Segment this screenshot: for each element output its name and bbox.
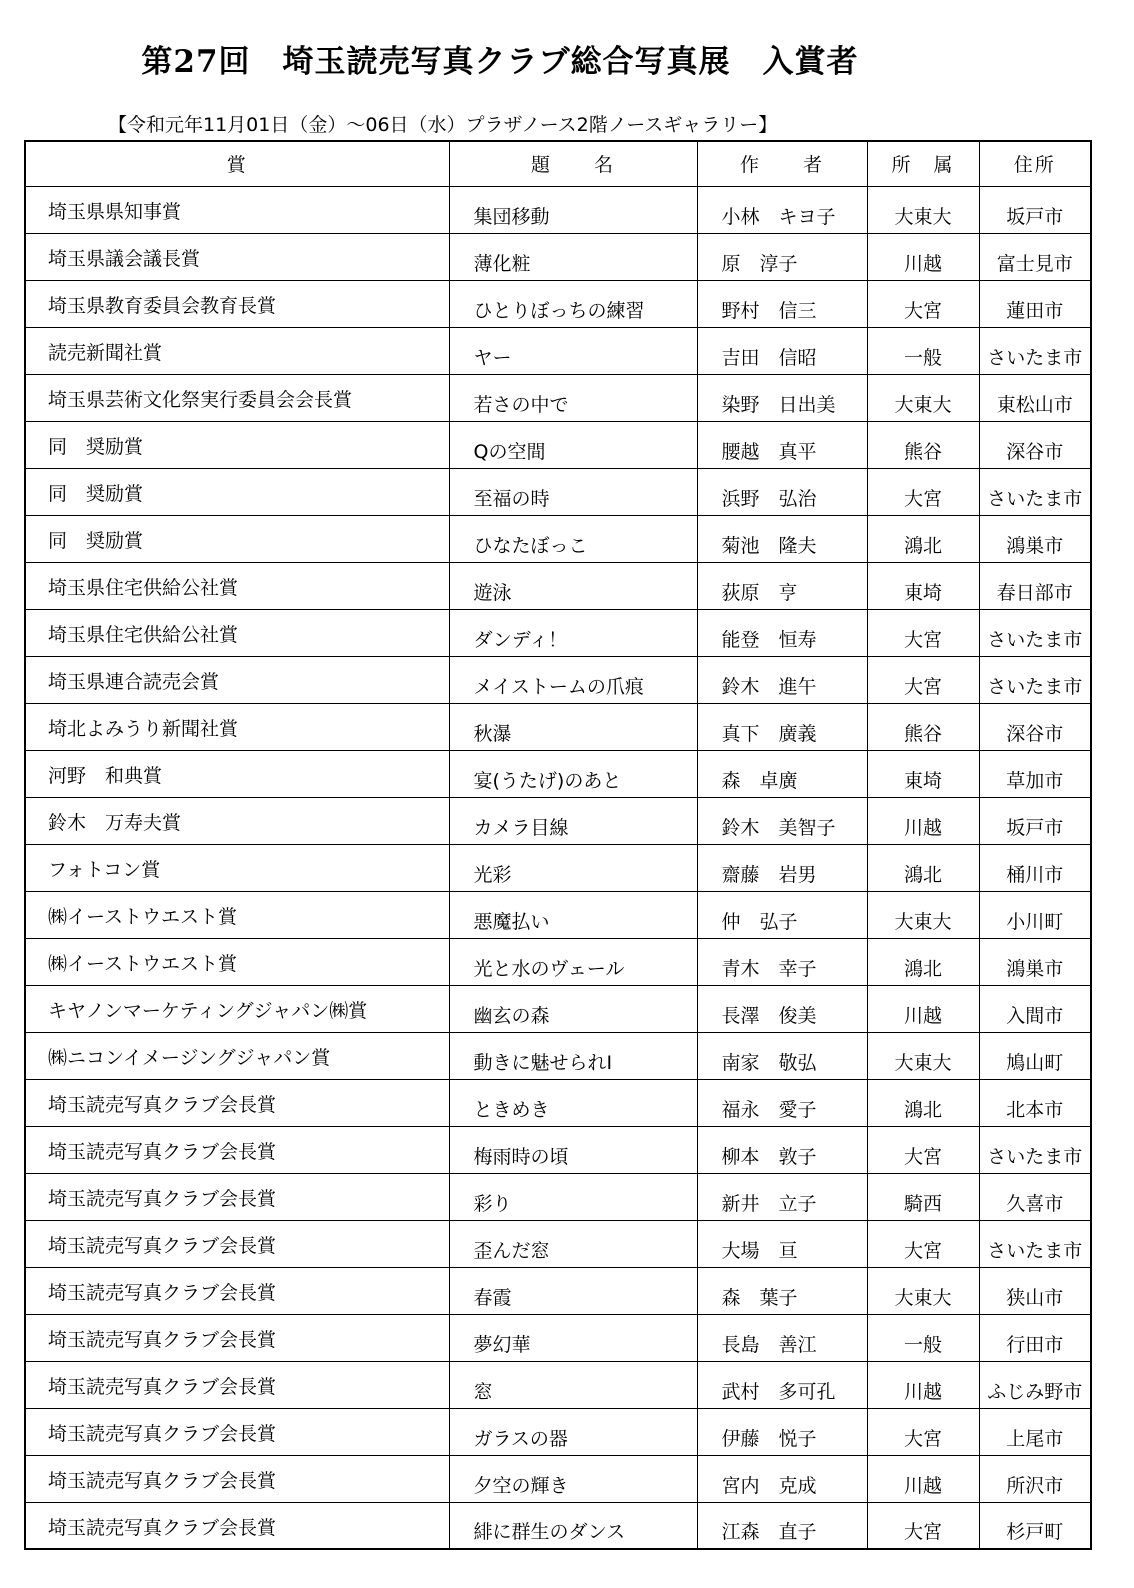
club-name: 一般 (867, 327, 979, 374)
city-name: 北本市 (979, 1079, 1091, 1126)
city-name: 坂戸市 (979, 797, 1091, 844)
table-row (25, 844, 1091, 891)
award-name: 埼玉県連合読売会賞 (25, 656, 449, 703)
author-name: 齋藤 岩男 (697, 844, 867, 891)
club-name: 熊谷 (867, 703, 979, 750)
city-name: 上尾市 (979, 1408, 1091, 1455)
award-name: 河野 和典賞 (25, 750, 449, 797)
work-title: 彩り (449, 1173, 697, 1220)
table-row (25, 421, 1091, 468)
club-name: 大東大 (867, 186, 979, 233)
club-name: 鴻北 (867, 938, 979, 985)
table-row (25, 1502, 1091, 1549)
work-title: 薄化粧 (449, 233, 697, 280)
work-title: 梅雨時の頃 (449, 1126, 697, 1173)
city-name: 入間市 (979, 985, 1091, 1032)
column-header-title: 題 名 (449, 141, 697, 186)
author-name: 原 淳子 (697, 233, 867, 280)
work-title: 光と水のヴェール (449, 938, 697, 985)
club-name: 鴻北 (867, 844, 979, 891)
work-title: ひとりぼっちの練習 (449, 280, 697, 327)
award-name: 埼玉読売写真クラブ会長賞 (25, 1455, 449, 1502)
author-name: 森 葉子 (697, 1267, 867, 1314)
page-title: 第27回 埼玉読売写真クラブ総合写真展 入賞者 (141, 44, 859, 80)
work-title: 春霞 (449, 1267, 697, 1314)
club-name: 川越 (867, 1455, 979, 1502)
award-name: 同 奨励賞 (25, 421, 449, 468)
author-name: 吉田 信昭 (697, 327, 867, 374)
city-name: 鳩山町 (979, 1032, 1091, 1079)
author-name: 森 卓廣 (697, 750, 867, 797)
awards-table (24, 140, 1092, 1550)
author-name: 福永 愛子 (697, 1079, 867, 1126)
work-title: ダンディ！ (449, 609, 697, 656)
table-row (25, 1032, 1091, 1079)
award-name: 埼玉読売写真クラブ会長賞 (25, 1173, 449, 1220)
city-name: 桶川市 (979, 844, 1091, 891)
city-name: 所沢市 (979, 1455, 1091, 1502)
city-name: 行田市 (979, 1314, 1091, 1361)
work-title: 集団移動 (449, 186, 697, 233)
author-name: 浜野 弘治 (697, 468, 867, 515)
author-name: 鈴木 美智子 (697, 797, 867, 844)
table-row (25, 468, 1091, 515)
award-name: 同 奨励賞 (25, 515, 449, 562)
city-name: 深谷市 (979, 703, 1091, 750)
work-title: ひなたぼっこ (449, 515, 697, 562)
table-row (25, 1173, 1091, 1220)
award-name: ㈱イーストウエスト賞 (25, 938, 449, 985)
table-row (25, 797, 1091, 844)
table-row (25, 656, 1091, 703)
table-row (25, 1314, 1091, 1361)
city-name: 蓮田市 (979, 280, 1091, 327)
club-name: 大宮 (867, 1220, 979, 1267)
award-name: 埼玉読売写真クラブ会長賞 (25, 1267, 449, 1314)
author-name: 鈴木 進午 (697, 656, 867, 703)
work-title: 若さの中で (449, 374, 697, 421)
city-name: 深谷市 (979, 421, 1091, 468)
work-title: 動きに魅せられⅠ (449, 1032, 697, 1079)
work-title: 夢幻華 (449, 1314, 697, 1361)
column-header-city: 住所 (979, 141, 1091, 186)
city-name: 杉戸町 (979, 1502, 1091, 1549)
club-name: 川越 (867, 797, 979, 844)
author-name: 小林 キヨ子 (697, 186, 867, 233)
table-row (25, 186, 1091, 233)
city-name: 鴻巣市 (979, 938, 1091, 985)
work-title: Qの空間 (449, 421, 697, 468)
club-name: 大宮 (867, 280, 979, 327)
award-rows (25, 186, 1091, 1549)
work-title: ときめき (449, 1079, 697, 1126)
city-name: さいたま市 (979, 1126, 1091, 1173)
work-title: 歪んだ窓 (449, 1220, 697, 1267)
work-title: 光彩 (449, 844, 697, 891)
work-title: 夕空の輝き (449, 1455, 697, 1502)
work-title: 窓 (449, 1361, 697, 1408)
club-name: 大東大 (867, 891, 979, 938)
city-name: さいたま市 (979, 468, 1091, 515)
author-name: 野村 信三 (697, 280, 867, 327)
club-name: 川越 (867, 985, 979, 1032)
city-name: 東松山市 (979, 374, 1091, 421)
award-name: 埼玉読売写真クラブ会長賞 (25, 1361, 449, 1408)
award-name: 埼玉読売写真クラブ会長賞 (25, 1314, 449, 1361)
award-name: ㈱ニコンイメージングジャパン賞 (25, 1032, 449, 1079)
award-name: ㈱イーストウエスト賞 (25, 891, 449, 938)
work-title: 至福の時 (449, 468, 697, 515)
award-name: 埼玉読売写真クラブ会長賞 (25, 1502, 449, 1549)
table-row (25, 1220, 1091, 1267)
author-name: 長島 善江 (697, 1314, 867, 1361)
author-name: 菊池 隆夫 (697, 515, 867, 562)
award-name: 鈴木 万寿夫賞 (25, 797, 449, 844)
club-name: 熊谷 (867, 421, 979, 468)
table-row (25, 327, 1091, 374)
work-title: 緋に群生のダンス (449, 1502, 697, 1549)
author-name: 仲 弘子 (697, 891, 867, 938)
author-name: 南家 敬弘 (697, 1032, 867, 1079)
table-row (25, 703, 1091, 750)
table-row (25, 1361, 1091, 1408)
table-row (25, 233, 1091, 280)
author-name: 大場 亘 (697, 1220, 867, 1267)
award-name: フォトコン賞 (25, 844, 449, 891)
work-title: 遊泳 (449, 562, 697, 609)
city-name: 久喜市 (979, 1173, 1091, 1220)
award-name: 埼玉読売写真クラブ会長賞 (25, 1126, 449, 1173)
column-header-club: 所 属 (867, 141, 979, 186)
table-header-row (25, 141, 1091, 186)
city-name: ふじみ野市 (979, 1361, 1091, 1408)
city-name: 狭山市 (979, 1267, 1091, 1314)
table-row (25, 985, 1091, 1032)
column-header-author: 作 者 (697, 141, 867, 186)
table-row (25, 1267, 1091, 1314)
author-name: 新井 立子 (697, 1173, 867, 1220)
author-name: 江森 直子 (697, 1502, 867, 1549)
table-row (25, 1408, 1091, 1455)
city-name: さいたま市 (979, 1220, 1091, 1267)
author-name: 真下 廣義 (697, 703, 867, 750)
club-name: 一般 (867, 1314, 979, 1361)
city-name: さいたま市 (979, 609, 1091, 656)
table-row (25, 515, 1091, 562)
club-name: 大宮 (867, 468, 979, 515)
club-name: 大東大 (867, 374, 979, 421)
club-name: 騎西 (867, 1173, 979, 1220)
club-name: 東埼 (867, 750, 979, 797)
table-row (25, 562, 1091, 609)
table-row (25, 1126, 1091, 1173)
table-row (25, 1079, 1091, 1126)
city-name: 小川町 (979, 891, 1091, 938)
city-name: 富士見市 (979, 233, 1091, 280)
work-title: 秋瀑 (449, 703, 697, 750)
work-title: 悪魔払い (449, 891, 697, 938)
table-row (25, 1455, 1091, 1502)
table-row (25, 750, 1091, 797)
author-name: 武村 多可孔 (697, 1361, 867, 1408)
table-row (25, 374, 1091, 421)
club-name: 大東大 (867, 1267, 979, 1314)
work-title: ガラスの器 (449, 1408, 697, 1455)
work-title: 宴(うたげ)のあと (449, 750, 697, 797)
work-title: カメラ目線 (449, 797, 697, 844)
club-name: 東埼 (867, 562, 979, 609)
work-title: 幽玄の森 (449, 985, 697, 1032)
club-name: 鴻北 (867, 515, 979, 562)
club-name: 大宮 (867, 1126, 979, 1173)
author-name: 荻原 亨 (697, 562, 867, 609)
award-name: 埼玉読売写真クラブ会長賞 (25, 1220, 449, 1267)
city-name: 鴻巣市 (979, 515, 1091, 562)
author-name: 宮内 克成 (697, 1455, 867, 1502)
city-name: さいたま市 (979, 656, 1091, 703)
table-row (25, 280, 1091, 327)
table-row (25, 609, 1091, 656)
author-name: 長澤 俊美 (697, 985, 867, 1032)
city-name: 草加市 (979, 750, 1091, 797)
award-name: 埼北よみうり新聞社賞 (25, 703, 449, 750)
award-name: 埼玉県住宅供給公社賞 (25, 562, 449, 609)
club-name: 大宮 (867, 1408, 979, 1455)
award-name: 埼玉県県知事賞 (25, 186, 449, 233)
exhibition-info: 【令和元年11月01日（金）～06日（水）プラザノース2階ノースギャラリー】 (108, 114, 778, 136)
award-name: 埼玉県議会議長賞 (25, 233, 449, 280)
author-name: 伊藤 悦子 (697, 1408, 867, 1455)
club-name: 川越 (867, 233, 979, 280)
author-name: 腰越 真平 (697, 421, 867, 468)
author-name: 染野 日出美 (697, 374, 867, 421)
award-name: 埼玉県芸術文化祭実行委員会会長賞 (25, 374, 449, 421)
author-name: 青木 幸子 (697, 938, 867, 985)
award-name: 埼玉県住宅供給公社賞 (25, 609, 449, 656)
city-name: 坂戸市 (979, 186, 1091, 233)
column-header-award: 賞 (25, 141, 449, 186)
award-name: 埼玉県教育委員会教育長賞 (25, 280, 449, 327)
club-name: 川越 (867, 1361, 979, 1408)
table-row (25, 891, 1091, 938)
award-name: 同 奨励賞 (25, 468, 449, 515)
author-name: 柳本 敦子 (697, 1126, 867, 1173)
author-name: 能登 恒寿 (697, 609, 867, 656)
club-name: 鴻北 (867, 1079, 979, 1126)
award-name: 埼玉読売写真クラブ会長賞 (25, 1408, 449, 1455)
award-name: キヤノンマーケティングジャパン㈱賞 (25, 985, 449, 1032)
award-name: 埼玉読売写真クラブ会長賞 (25, 1079, 449, 1126)
city-name: さいたま市 (979, 327, 1091, 374)
work-title: ヤー (449, 327, 697, 374)
club-name: 大宮 (867, 1502, 979, 1549)
work-title: メイストームの爪痕 (449, 656, 697, 703)
city-name: 春日部市 (979, 562, 1091, 609)
club-name: 大宮 (867, 609, 979, 656)
club-name: 大東大 (867, 1032, 979, 1079)
club-name: 大宮 (867, 656, 979, 703)
award-name: 読売新聞社賞 (25, 327, 449, 374)
table-row (25, 938, 1091, 985)
